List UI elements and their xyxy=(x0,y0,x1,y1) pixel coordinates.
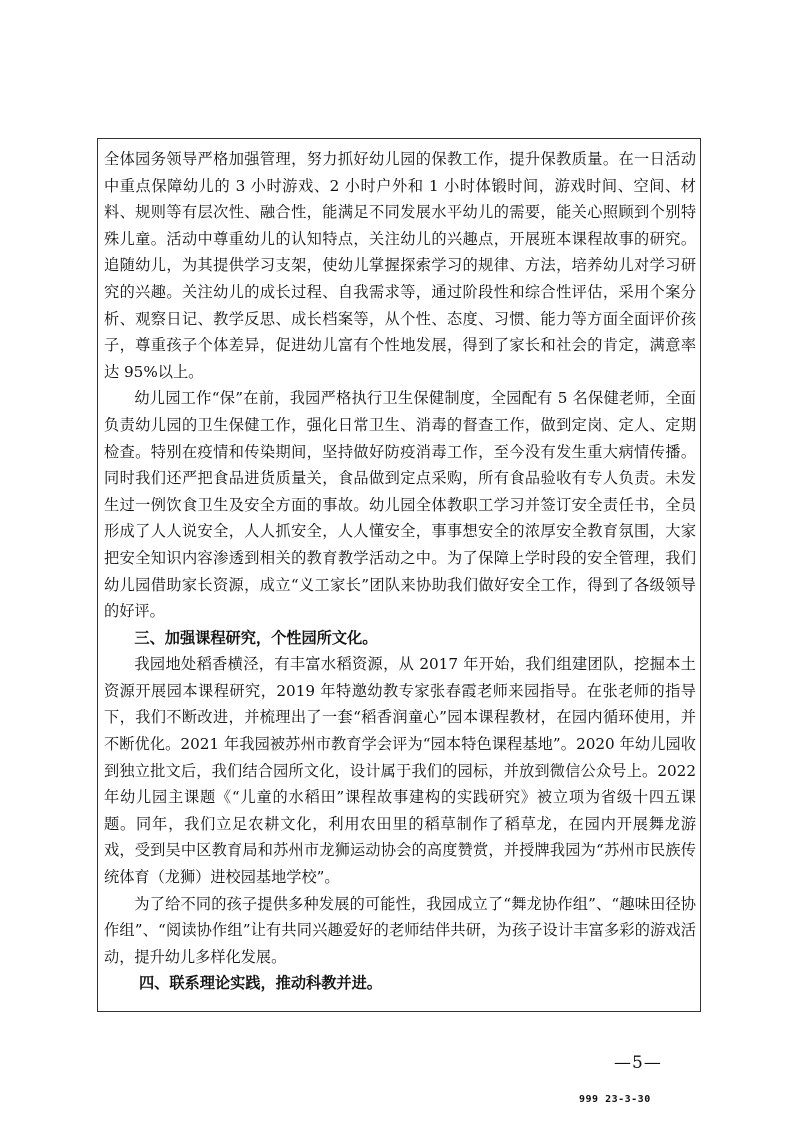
paragraph-health-safety: 幼儿园工作“保”在前，我园严格执行卫生保健制度，全园配有 5 名保健老师，全面负责幼儿园的卫生保健工作，强化日常卫生、消毒的督查工作，做到定岗、定人、定期检查。特别在疫情和传染期间，坚持做好防疫消毒工作，至今没有发生重大病情传播。同时我们还严把食品进货质量关，食品做到定点采购，所有食品验收有专人负责。未发生过一例饮食卫生及安全方面的事故。幼儿园全体教职工学习并签订安全责任书，全员形成了人人说安全，人人抓安全，人人懂安全，事事想安全的浓厚安全教育氛围，大家把安全知识内容渗透到相关的教育教学活动之中。为了保障上学时段的安全管理，我们幼儿园借助家长资源，成立“义工家长”团队来协助我们做好安全工作，得到了各级领导的好评。 xyxy=(104,389,696,621)
page-number: —5— xyxy=(614,1053,662,1073)
paragraph-collaboration-groups: 为了给不同的孩子提供多种发展的可能性，我园成立了“舞龙协作组”、“趣味田径协作组”、“阅读协作组”让有共同兴趣爱好的老师结伴共研，为孩子设计丰富多彩的游戏活动，提升幼儿多样化发展。 xyxy=(104,894,696,966)
paragraph-curriculum-research: 我园地处稻香横泾，有丰富水稻资源，从 2017 年开始，我们组建团队，挖掘本土资源开展园本课程研究，2019 年特邀幼教专家张春霞老师来园指导。在张老师的指导下，我们不断改进，并梳理出了一套“稻香润童心”园本课程教材，在园内循环使用，并不断优化。2021 年我园被苏州市教育学会评为“园本特色课程基地”。2020 年幼儿园收到独立批文后，我们结合园所文化，设计属于我们的园标，并放到微信公众号上。2022 年幼儿园主课题《“儿童的水稻田”课程故事建构的实践研究》被立项为省级十四五课题。同年，我们立足农耕文化，利用农田里的稻草制作了稻草龙，在园内开展舞龙游戏，受到吴中区教育局和苏州市龙狮运动协会的高度赞赏，并授牌我园为“苏州市民族传统体育（龙狮）进校园基地学校”。 xyxy=(104,655,696,887)
section-heading-4: 四、联系理论实践，推动科教并进。 xyxy=(138,974,382,993)
section-heading-3: 三、加强课程研究，个性园所文化。 xyxy=(134,628,378,647)
paragraph-school-management: 全体园务领导严格加强管理，努力抓好幼儿园的保教工作，提升保教质量。在一日活动中重点保障幼儿的 3 小时游戏、2 小时户外和 1 小时体锻时间，游戏时间、空间、材料、规则等有层次性、融合性，能满足不同发展水平幼儿的需要，能关心照顾到个别特殊儿童。活动中尊重幼儿的认知特点，关注幼儿的兴趣点，开展班本课程故事的研究。追随幼儿，为其提供学习支架，使幼儿掌握探索学习的规律、方法，培养幼儿对学习研究的兴趣。关注幼儿的成长过程、自我需求等，通过阶段性和综合性评估，采用个案分析、观察日记、教学反思、成长档案等，从个性、态度、习惯、能力等方面全面评价孩子，尊重孩子个体差异，促进幼儿富有个性地发展，得到了家长和社会的肯定，满意率达 95%以上。 xyxy=(104,150,696,381)
print-stamp: 999 23-3-30 xyxy=(579,1094,651,1105)
document-body xyxy=(104,146,696,997)
